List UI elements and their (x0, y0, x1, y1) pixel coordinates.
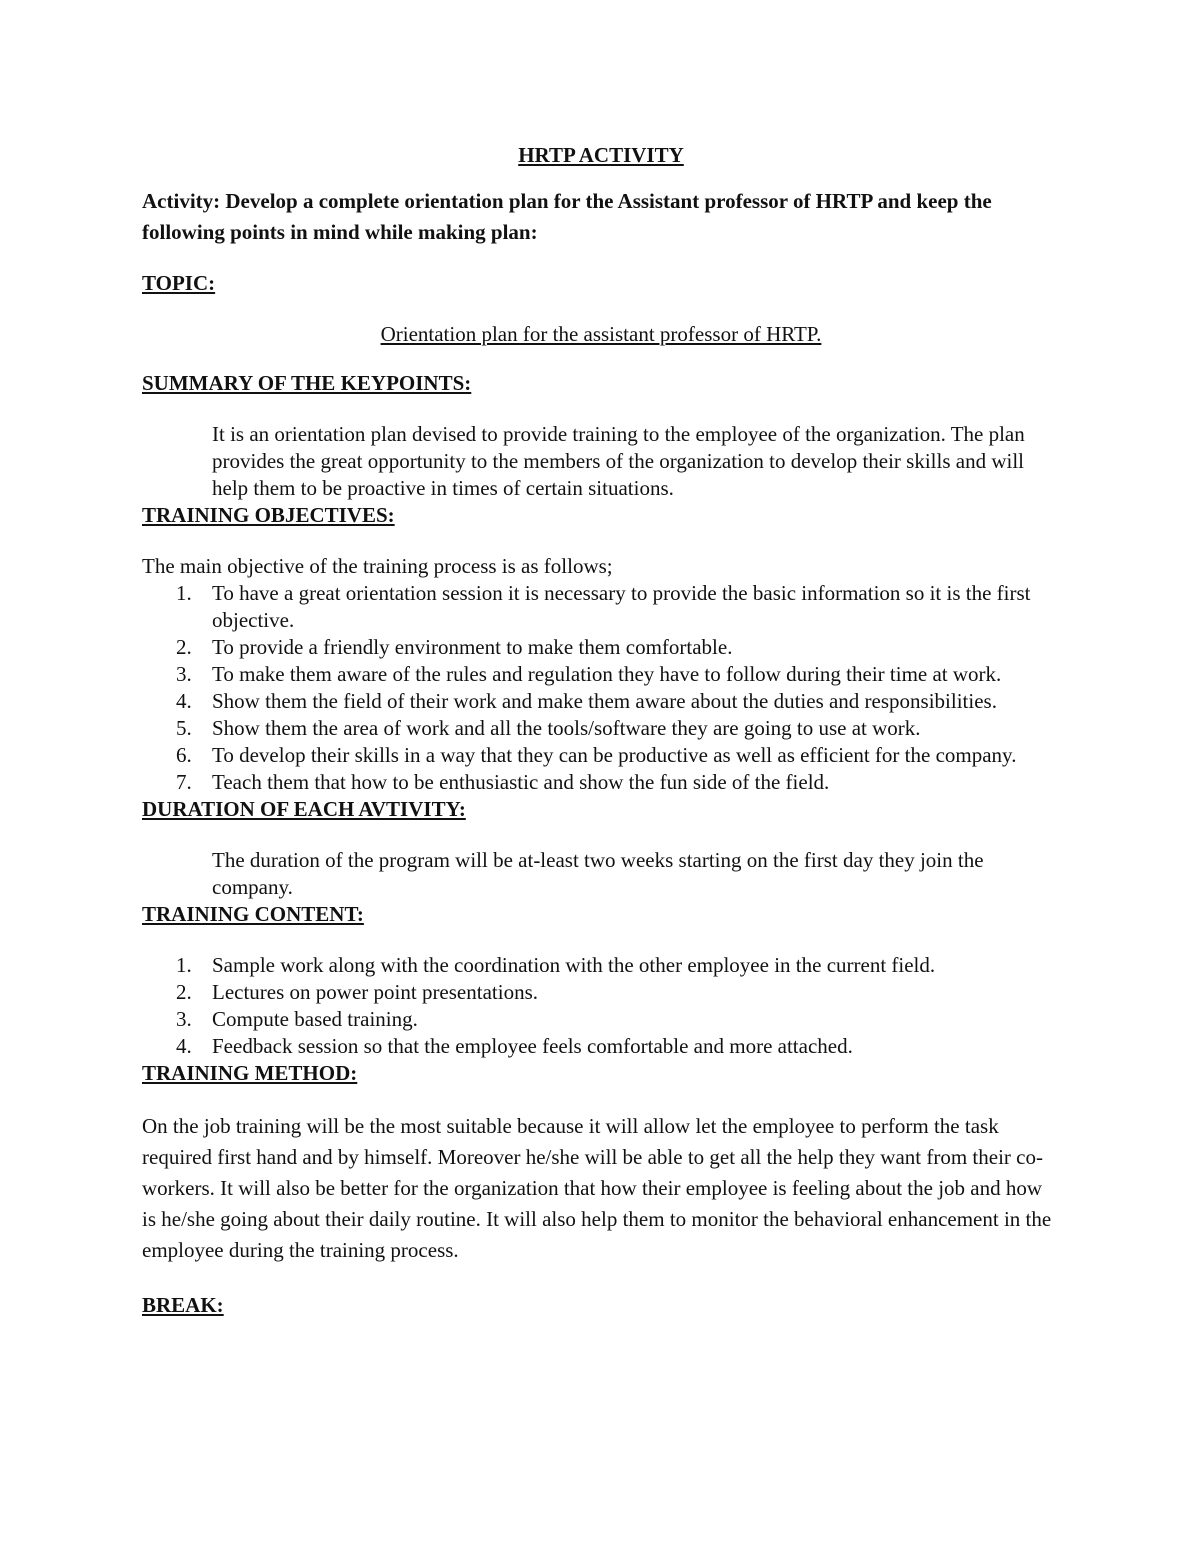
summary-text: It is an orientation plan devised to provide training to the employee of the organization. The plan provides the great opportunity to the members of the organization to develop their skills and will help them to be proactive in times of certain situations. (212, 422, 1025, 500)
list-item (142, 1033, 1060, 1060)
list-number: 4. (176, 689, 192, 713)
list-number: 2. (176, 980, 192, 1004)
content-heading: TRAINING CONTENT: (142, 902, 364, 926)
list-item (142, 952, 1060, 979)
document-page (142, 140, 1060, 1319)
list-item-text: Sample work along with the coordination with the other employee in the current field. (212, 953, 936, 977)
list-number: 1. (176, 953, 192, 977)
duration-heading: DURATION OF EACH AVTIVITY: (142, 797, 466, 821)
list-number: 4. (176, 1034, 192, 1058)
break-heading: BREAK: (142, 1293, 224, 1317)
method-heading: TRAINING METHOD: (142, 1061, 358, 1085)
list-number: 5. (176, 716, 192, 740)
list-item (142, 742, 1060, 769)
list-item-text: Feedback session so that the employee feels comfortable and more attached. (212, 1034, 853, 1058)
list-number: 3. (176, 1007, 192, 1031)
list-item (142, 979, 1060, 1006)
topic-text: Orientation plan for the assistant professor of HRTP. (380, 322, 822, 346)
topic-heading: TOPIC: (142, 271, 216, 295)
list-item (142, 715, 1060, 742)
list-item-text: Show them the area of work and all the tools/software they are going to use at work. (212, 716, 921, 740)
list-item-text: Lectures on power point presentations. (212, 980, 538, 1004)
list-item-text: To develop their skills in a way that they can be productive as well as efficient for the company. (212, 743, 1017, 767)
activity-statement: Activity: Develop a complete orientation plan for the Assistant professor of HRTP and keep the following points in mind while making plan: (142, 189, 992, 244)
list-item (142, 580, 1060, 634)
list-number: 3. (176, 662, 192, 686)
list-item (142, 688, 1060, 715)
duration-text: The duration of the program will be at-least two weeks starting on the first day they join the company. (212, 848, 984, 899)
list-number: 7. (176, 770, 192, 794)
list-item-text: Show them the field of their work and make them aware about the duties and responsibilities. (212, 689, 997, 713)
objectives-intro: The main objective of the training process is as follows; (142, 554, 613, 578)
objectives-heading: TRAINING OBJECTIVES: (142, 503, 395, 527)
summary-heading: SUMMARY OF THE KEYPOINTS: (142, 371, 472, 395)
objectives-list (142, 580, 1060, 796)
list-item-text: To provide a friendly environment to make them comfortable. (212, 635, 733, 659)
list-item-text: To make them aware of the rules and regulation they have to follow during their time at work. (212, 662, 1002, 686)
list-item-text: Compute based training. (212, 1007, 418, 1031)
list-number: 6. (176, 743, 192, 767)
list-number: 1. (176, 581, 192, 605)
list-item-text: To have a great orientation session it is necessary to provide the basic information so it is the first objective. (212, 581, 1031, 632)
content-list (142, 952, 1060, 1060)
list-item (142, 661, 1060, 688)
list-item (142, 769, 1060, 796)
list-item-text: Teach them that how to be enthusiastic and show the fun side of the field. (212, 770, 830, 794)
list-item (142, 634, 1060, 661)
list-item (142, 1006, 1060, 1033)
method-text: On the job training will be the most suitable because it will allow let the employee to perform the task required first hand and by himself. Moreover he/she will be able to get all the help they want from their co-workers. It will also be better for the organization that how their employee is feeling about the job and how is he/she going about their daily routine. It will also help them to monitor the behavioral enhancement in the employee during the training process. (142, 1114, 1052, 1262)
document-title: HRTP ACTIVITY (518, 143, 684, 167)
list-number: 2. (176, 635, 192, 659)
